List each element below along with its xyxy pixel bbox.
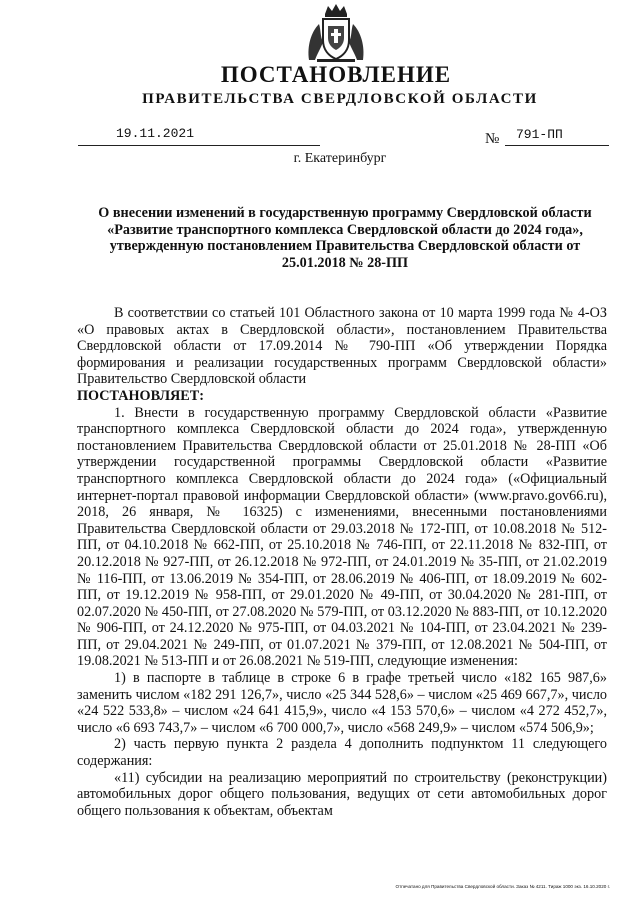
document-title: ПОСТАНОВЛЕНИЕ	[220, 62, 452, 87]
resolution-heading: О внесении изменений в государственную программу Свердловской области «Развитие транспортного комплекса Свердловской области до 2024 года», утвержденную постановлением Правительства Свердловской области от 25.01.2018 № 28-ПП	[98, 205, 592, 271]
city-name: г. Екатеринбург	[293, 151, 387, 166]
resolves-label: ПОСТАНОВЛЯЕТ:	[77, 387, 204, 404]
subitem-1-paragraph: 1) в паспорте в таблице в строке 6 в графе третьей число «182 165 987,6» заменить числом «182 291 126,7», число «25 344 528,6» – числом «25 469 667,7», число «24 522 533,8» – числом «24 641 415,9», число «4 153 570,6» – числом «4 272 452,7», число «6 693 743,7» – числом «6 700 000,7», число «568 249,9» – числом «574 506,9»;	[77, 670, 607, 736]
number-underline	[505, 145, 609, 146]
coat-of-arms-emblem	[303, 2, 369, 64]
print-footer: Отпечатано для Правительства Свердловской области. Заказ № 4211. Тираж 1000 экз. 16.10.2020 г.	[395, 884, 610, 889]
document-subtitle: ПРАВИТЕЛЬСТВА СВЕРДЛОВСКОЙ ОБЛАСТИ	[142, 91, 538, 107]
preamble-paragraph: В соответствии со статьей 101 Областного закона от 10 марта 1999 года № 4-ОЗ «О правовых актах в Свердловской области», постановлением Правительства Свердловской области от 17.09.2014 № 790-ПП «Об утверждении Порядка формирования и реализации государственных программ Свердловской области» Правительство Свердловской области	[77, 305, 607, 388]
document-number: 791-ПП	[516, 127, 563, 142]
date-underline	[78, 145, 320, 146]
resolution-body	[77, 305, 607, 819]
subitem-2-paragraph: 2) часть первую пункта 2 раздела 4 дополнить подпунктом 11 следующего содержания:	[77, 736, 607, 770]
item-1-paragraph: 1. Внести в государственную программу Свердловской области «Развитие транспортного комплекса Свердловской области до 2024 года», утвержденную постановлением Правительства Свердловской области от 25.01.2018 № 28-ПП «Об утверждении государственной программы Свердловской области «Развитие транспортного комплекса Свердловской области до 2024 года» («Официальный интернет-портал правовой информации Свердловской области» (www.pravo.gov66.ru), 2018, 26 января, № 16325) с изменениями, внесенными постановлениями Правительства Свердловской области от 29.03.2018 № 172-ПП, от 10.08.2018 № 512-ПП, от 04.10.2018 № 662-ПП, от 25.10.2018 № 746-ПП, от 22.11.2018 № 832-ПП, от 20.12.2018 № 927-ПП, от 26.12.2018 № 972-ПП, от 24.01.2019 № 35-ПП, от 21.02.2019 № 116-ПП, от 13.06.2019 № 354-ПП, от 28.06.2019 № 406-ПП, от 18.09.2019 № 602-ПП, от 19.12.2019 № 958-ПП, от 29.01.2020 № 49-ПП, от 30.04.2020 № 281-ПП, от 02.07.2020 № 450-ПП, от 27.08.2020 № 579-ПП, от 03.12.2020 № 883-ПП, от 10.12.2020 № 906-ПП, от 24.12.2020 № 975-ПП, от 04.03.2021 № 104-ПП, от 23.04.2021 № 239-ПП, от 29.04.2021 № 249-ПП, от 01.07.2021 № 379-ПП, от 12.08.2021 № 504-ПП, от 19.08.2021 № 513-ПП и от 26.08.2021 № 519-ПП, следующие изменения:	[77, 404, 607, 670]
subitem-2-quote: «11) субсидии на реализацию мероприятий по строительству (реконструкции) автомобильных дорог общего пользования, ведущих от сети автомобильных дорог общего пользования к объектам, объектам	[77, 769, 607, 819]
number-sign: №	[485, 131, 500, 147]
document-date: 19.11.2021	[116, 126, 195, 141]
